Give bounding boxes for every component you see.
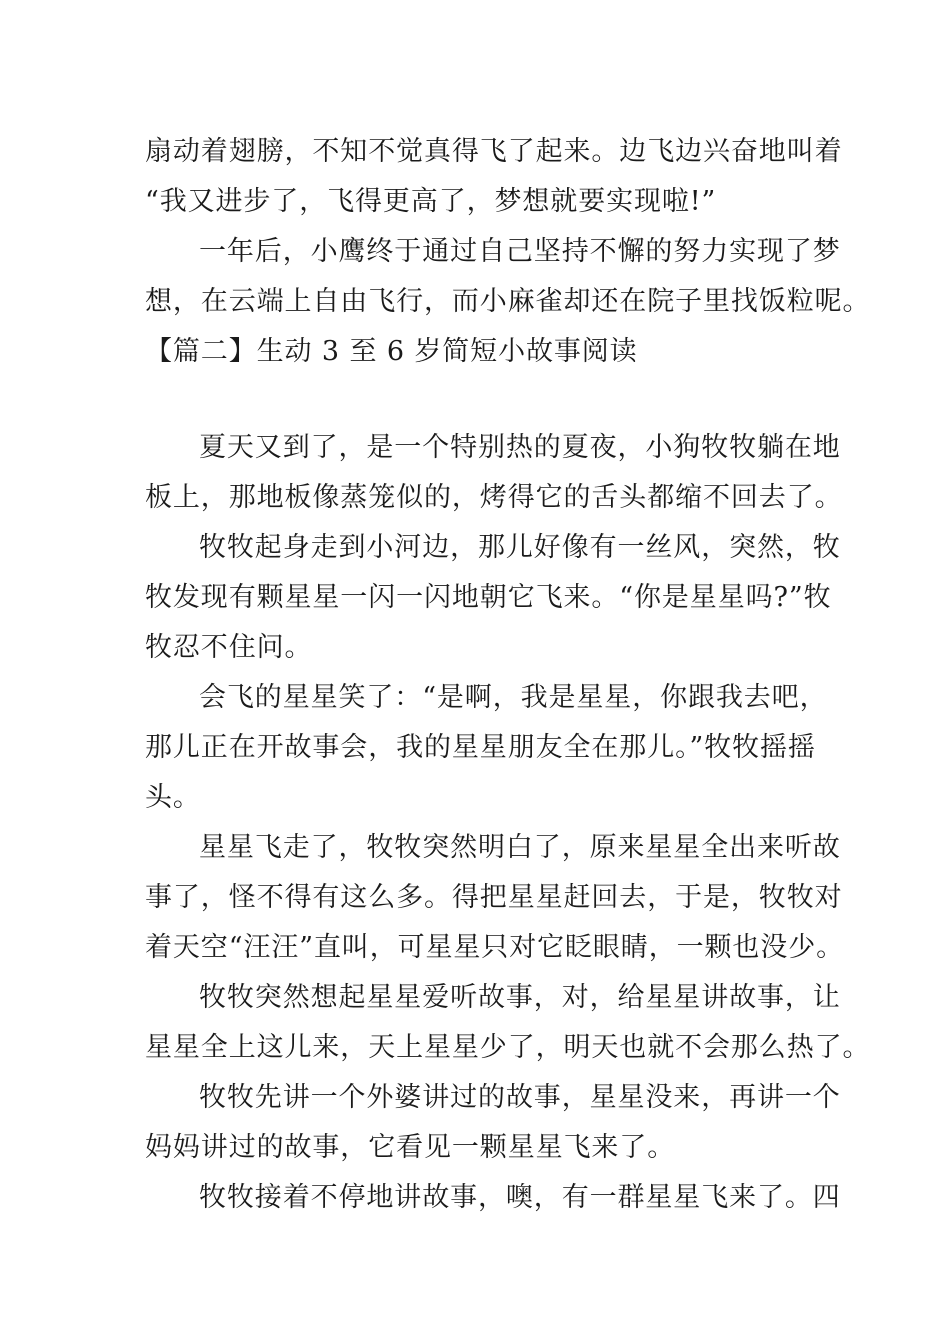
text-line: 牧忍不住问。 [145,632,313,663]
text-line: 扇动着翅膀，不知不觉真得飞了起来。边飞边兴奋地叫着 [145,136,843,167]
text-line: 那儿正在开故事会，我的星星朋友全在那儿。”牧牧摇摇 [145,732,816,763]
paragraph-start-line: 牧牧突然想起星星爱听故事，对，给星星讲故事，让 [199,982,841,1013]
text-line: 想，在云端上自由飞行，而小麻雀却还在院子里找饭粒呢。 [145,286,871,317]
text-line: 妈妈讲过的故事，它看见一颗星星飞来了。 [145,1132,676,1163]
paragraph-start-line: 星星飞走了，牧牧突然明白了，原来星星全出来听故 [199,832,841,863]
text-line: 板上，那地板像蒸笼似的，烤得它的舌头都缩不回去了。 [145,482,843,513]
paragraph-start-line: 会飞的星星笑了：“是啊，我是星星，你跟我去吧， [199,682,828,713]
paragraph-start-line: 一年后，小鹰终于通过自己坚持不懈的努力实现了梦 [199,236,841,267]
text-line: 着天空“汪汪”直叫，可星星只对它眨眼睛，一颗也没少。 [145,932,845,963]
text-line: 牧发现有颗星星一闪一闪地朝它飞来。“你是星星吗?”牧 [145,582,832,613]
text-line: 星星全上这儿来，天上星星少了，明天也就不会那么热了。 [145,1032,871,1063]
text-line: “我又进步了，飞得更高了，梦想就要实现啦!” [145,186,717,217]
text-line: 事了，怪不得有这么多。得把星星赶回去，于是，牧牧对 [145,882,843,913]
section-heading: 【篇二】生动 3 至 6 岁简短小故事阅读 [145,336,638,367]
text-line: 头。 [145,782,201,813]
paragraph-start-line: 牧牧接着不停地讲故事，噢，有一群星星飞来了。四 [199,1182,841,1213]
blank-gap [145,377,810,423]
document-page [145,127,871,1223]
paragraph-start-line: 牧牧起身走到小河边，那儿好像有一丝风，突然，牧 [199,532,841,563]
paragraph-start-line: 夏天又到了，是一个特别热的夏夜，小狗牧牧躺在地 [199,432,841,463]
paragraph-start-line: 牧牧先讲一个外婆讲过的故事，星星没来，再讲一个 [199,1082,841,1113]
